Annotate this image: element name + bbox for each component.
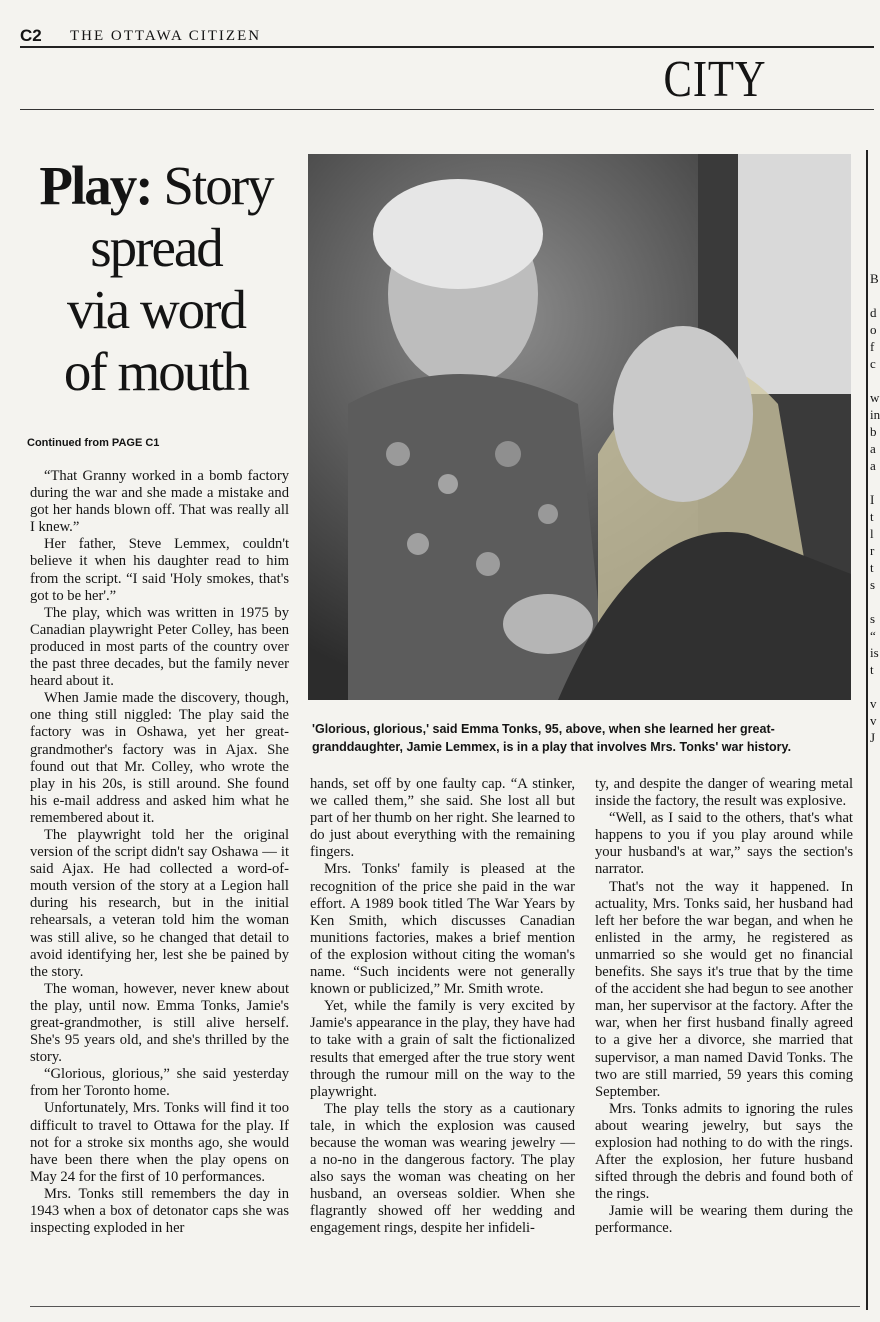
newspaper-name: THE OTTAWA CITIZEN (70, 28, 262, 44)
fragment-line: J (870, 730, 876, 745)
paragraph: Her father, Steve Lemmex, couldn't believe it when his daughter read to him from the script. “I said 'Holy smokes, that's got to be her'.” (30, 536, 289, 604)
paragraph: Mrs. Tonks still remembers the day in 1943 when a box of detonator caps she was inspecting exploded in her (30, 1185, 289, 1237)
section-title: CITY (663, 51, 766, 108)
paragraph: Mrs. Tonks admits to ignoring the rules about wearing jewelry, but says the explosion had nothing to do with the rings. After the explosion, her future husband sifted through the debris and found both of the rings. (595, 1100, 853, 1203)
fragment-line: v (870, 696, 877, 711)
photo-caption: 'Glorious, glorious,' said Emma Tonks, 95, above, when she learned her great-granddaughter, Jamie Lemmex, is in a play that involves Mrs. Tonks' war history. (312, 722, 792, 754)
paragraph: The woman, however, never knew about the play, until now. Emma Tonks, Jamie's great-grandmother, is still alive herself. She's 95 years old, and she's thrilled by the story. (30, 980, 289, 1066)
headline-line-3: via word (67, 279, 245, 340)
fragment-line: is (870, 645, 879, 660)
fragment-line: I (870, 492, 875, 507)
article-column-2 (310, 776, 575, 1238)
paragraph: hands, set off by one faulty cap. “A stinker, we called them,” she said. She lost all but part of her thumb on her right. She learned to do just about everything with the remaining fingers. (310, 776, 575, 861)
fragment-line: B (870, 271, 879, 286)
paragraph: Unfortunately, Mrs. Tonks will find it too difficult to travel to Ottawa for the play. If not for a stroke six months ago, she would have been there when the play opens on May 24 for the first of 10 performances. (30, 1100, 289, 1185)
page-number: C2 (20, 26, 42, 45)
headline-rest: Story (163, 155, 273, 216)
masthead-rule (20, 46, 874, 48)
headline-line-2: spread (90, 217, 222, 278)
fragment-line: v (870, 713, 877, 728)
fragment-line: c (870, 356, 876, 371)
fragment-line: l (870, 526, 874, 541)
fragment-line: “ (870, 628, 876, 643)
fragment-line: w (870, 390, 880, 405)
fragment-line (870, 678, 880, 695)
paragraph: When Jamie made the discovery, though, one thing still niggled: The play said the factory was in Oshawa, yet her great-grandmother's factory was in Ajax. She found out that Mr. Colley, who wrote the play in his 20s, is still around. She found his e-mail address and asked him what he remembered about it. (30, 690, 289, 826)
paragraph: That's not the way it happened. In actuality, Mrs. Tonks said, her husband had left her before the war began, and when he enlisted in the army, he registered as unmarried so she would get no financial benefits. She says it's true that by the time of the accident she had begun to see another man, her supervisor at the factory. After the war, when her first husband finally agreed to a give her a divorce, she married that supervisor, a man named David Tonks. The two are still married, 59 years this coming September. (595, 878, 853, 1100)
photo-emma-and-jamie (308, 154, 851, 700)
fragment-line: f (870, 339, 875, 354)
fragment-line: t (870, 560, 874, 575)
paragraph: Jamie will be wearing them during the performance. (595, 1203, 853, 1237)
fragment-line: a (870, 458, 876, 473)
fragment-line: o (870, 322, 877, 337)
section-rule (20, 109, 874, 110)
fragment-line (870, 287, 880, 304)
adjacent-story-fragment (870, 270, 880, 746)
paragraph: Yet, while the family is very excited by Jamie's appearance in the play, they have had to take with a grain of salt the fictionalized results that emerged after the true story went through the rumour mill on the way to the playwright. (310, 998, 575, 1100)
headline-bold: Play: (39, 155, 152, 216)
photo-image (308, 154, 851, 700)
column-divider (866, 150, 868, 1310)
fragment-line: s (870, 611, 876, 626)
headline (22, 155, 290, 403)
fragment-line: in (870, 407, 880, 422)
article-column-3 (595, 776, 853, 1238)
paragraph: “That Granny worked in a bomb factory during the war and she made a mistake and got her hands blown off. That was really all I knew.” (30, 468, 289, 536)
fragment-line: d (870, 305, 877, 320)
paragraph: “Glorious, glorious,” she said yesterday from her Toronto home. (30, 1066, 289, 1100)
fragment-line (870, 474, 880, 491)
paragraph: Mrs. Tonks' family is pleased at the recognition of the price she paid in the war effort. A 1989 book titled The War Years by Ken Smith, which discusses Canadian munitions factories, makes a brief mention of the explosion without citing the woman's name. “Such incidents were not generally known or publicized,” Mr. Smith wrote. (310, 861, 575, 998)
fragment-line: t (870, 662, 874, 677)
fragment-line: a (870, 441, 876, 456)
fragment-line: s (870, 577, 876, 592)
fragment-line (870, 372, 880, 389)
article-column-1 (30, 468, 289, 1237)
fragment-line: b (870, 424, 877, 439)
fragment-line (870, 593, 880, 610)
fragment-line: t (870, 509, 874, 524)
continued-from: Continued from PAGE C1 (27, 437, 160, 449)
paragraph: ty, and despite the danger of wearing metal inside the factory, the result was explosive. (595, 776, 853, 810)
paragraph: The play, which was written in 1975 by Canadian playwright Peter Colley, has been produced in most parts of the country over the past three decades, but the family never heard about it. (30, 604, 289, 690)
paragraph: “Well, as I said to the others, that's what happens to you if you play around while your husband's at war,” says the section's narrator. (595, 810, 853, 878)
headline-line-1 (22, 155, 290, 217)
bottom-rule (30, 1306, 860, 1307)
paragraph: The play tells the story as a cautionary tale, in which the explosion was caused because the woman was wearing jewelry — a no-no in the dangerous factory. The play also says the woman was cheating on her husband, an overseas soldier. When she flagrantly showed off her wedding and engagement rings, despite her infideli- (310, 1100, 575, 1237)
paragraph: The playwright told her the original version of the script didn't say Oshawa — it said Ajax. He had collected a word-of-mouth version of the story at a Legion hall during his research, but in the initial rehearsals, a veteran told him the woman was still alive, so he changed that detail to avoid identifying her, lest she be pained by the story. (30, 826, 289, 980)
fragment-line: r (870, 543, 875, 558)
headline-line-4: of mouth (63, 341, 249, 402)
